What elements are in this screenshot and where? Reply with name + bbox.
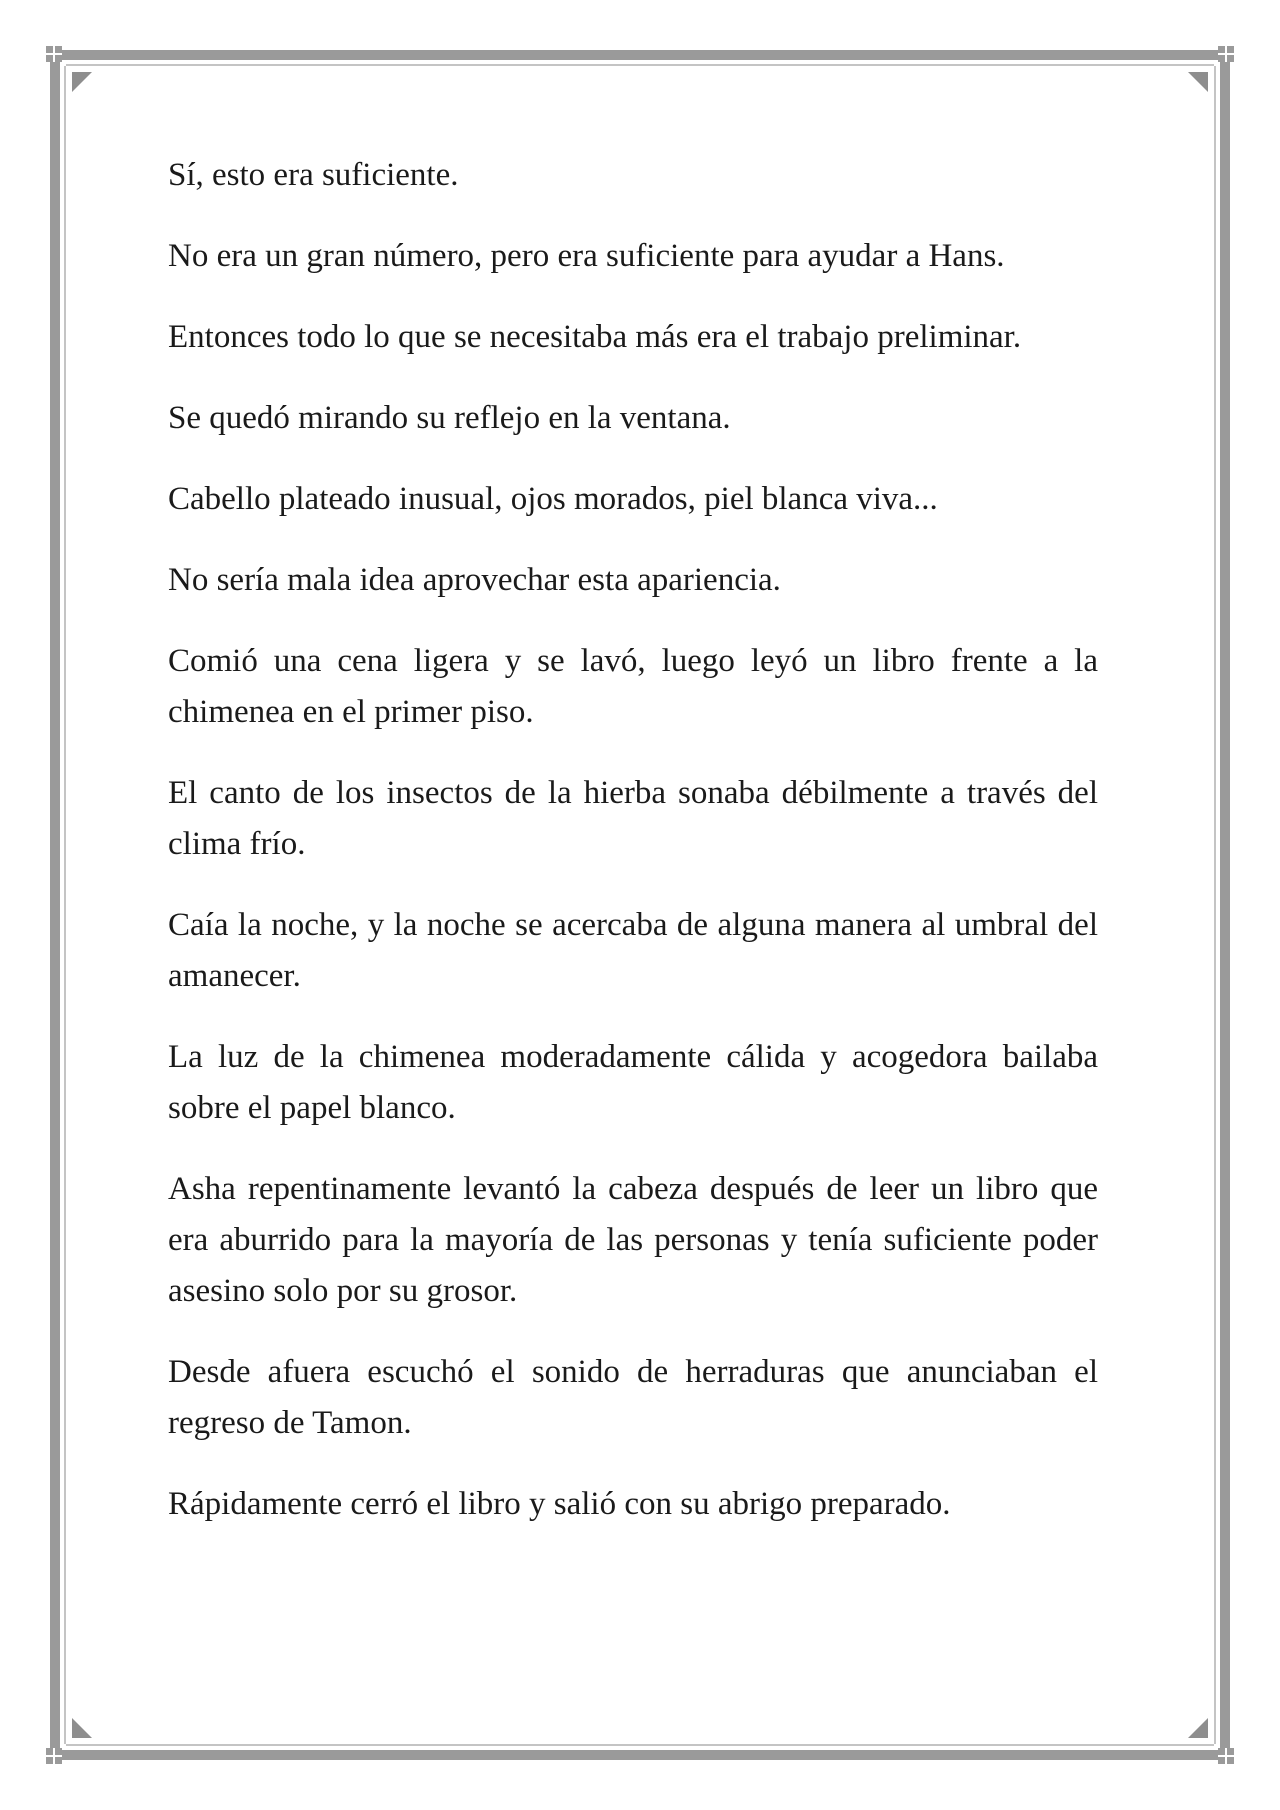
paragraph: Se quedó mirando su reflejo en la ventana. xyxy=(168,400,731,436)
border-right xyxy=(1220,62,1230,1748)
paragraph: Entonces todo lo que se necesitaba más era el trabajo preliminar. xyxy=(168,319,1022,355)
paragraph: No sería mala idea aprovechar esta apariencia. xyxy=(168,562,781,598)
paragraph: Asha repentinamente levantó la cabeza después de leer un libro que era aburrido para la mayoría de las personas y tenía suficiente poder asesino solo por su grosor. xyxy=(168,1171,1098,1309)
border-bottom xyxy=(62,1750,1218,1760)
paragraph: El canto de los insectos de la hierba sonaba débilmente a través del clima frío. xyxy=(168,775,1098,862)
paragraph: Cabello plateado inusual, ojos morados, piel blanca viva... xyxy=(168,481,938,517)
corner-ornament-top-right xyxy=(1218,46,1234,62)
corner-triangle-top-left xyxy=(72,72,92,92)
corner-triangle-bottom-left xyxy=(72,1718,92,1738)
corner-triangle-top-right xyxy=(1188,72,1208,92)
corner-ornament-bottom-left xyxy=(46,1748,62,1764)
paragraph: La luz de la chimenea moderadamente cálida y acogedora bailaba sobre el papel blanco. xyxy=(168,1039,1098,1126)
paragraph: No era un gran número, pero era suficiente para ayudar a Hans. xyxy=(168,238,1005,274)
paragraph: Sí, esto era suficiente. xyxy=(168,157,459,193)
inner-border-right xyxy=(1214,66,1216,1744)
paragraph: Desde afuera escuchó el sonido de herraduras que anunciaban el regreso de Tamon. xyxy=(168,1354,1098,1441)
corner-ornament-top-left xyxy=(46,46,62,62)
paragraph: Comió una cena ligera y se lavó, luego leyó un libro frente a la chimenea en el primer piso. xyxy=(168,643,1098,730)
paragraph: Caía la noche, y la noche se acercaba de alguna manera al umbral del amanecer. xyxy=(168,907,1098,994)
document-body xyxy=(168,150,1098,1560)
paragraph: Rápidamente cerró el libro y salió con su abrigo preparado. xyxy=(168,1486,951,1522)
border-left xyxy=(50,62,60,1748)
border-top xyxy=(62,50,1218,60)
corner-ornament-bottom-right xyxy=(1218,1748,1234,1764)
inner-border-bottom xyxy=(66,1744,1214,1746)
inner-border-top xyxy=(66,64,1214,66)
inner-border-left xyxy=(64,66,66,1744)
corner-triangle-bottom-right xyxy=(1188,1718,1208,1738)
